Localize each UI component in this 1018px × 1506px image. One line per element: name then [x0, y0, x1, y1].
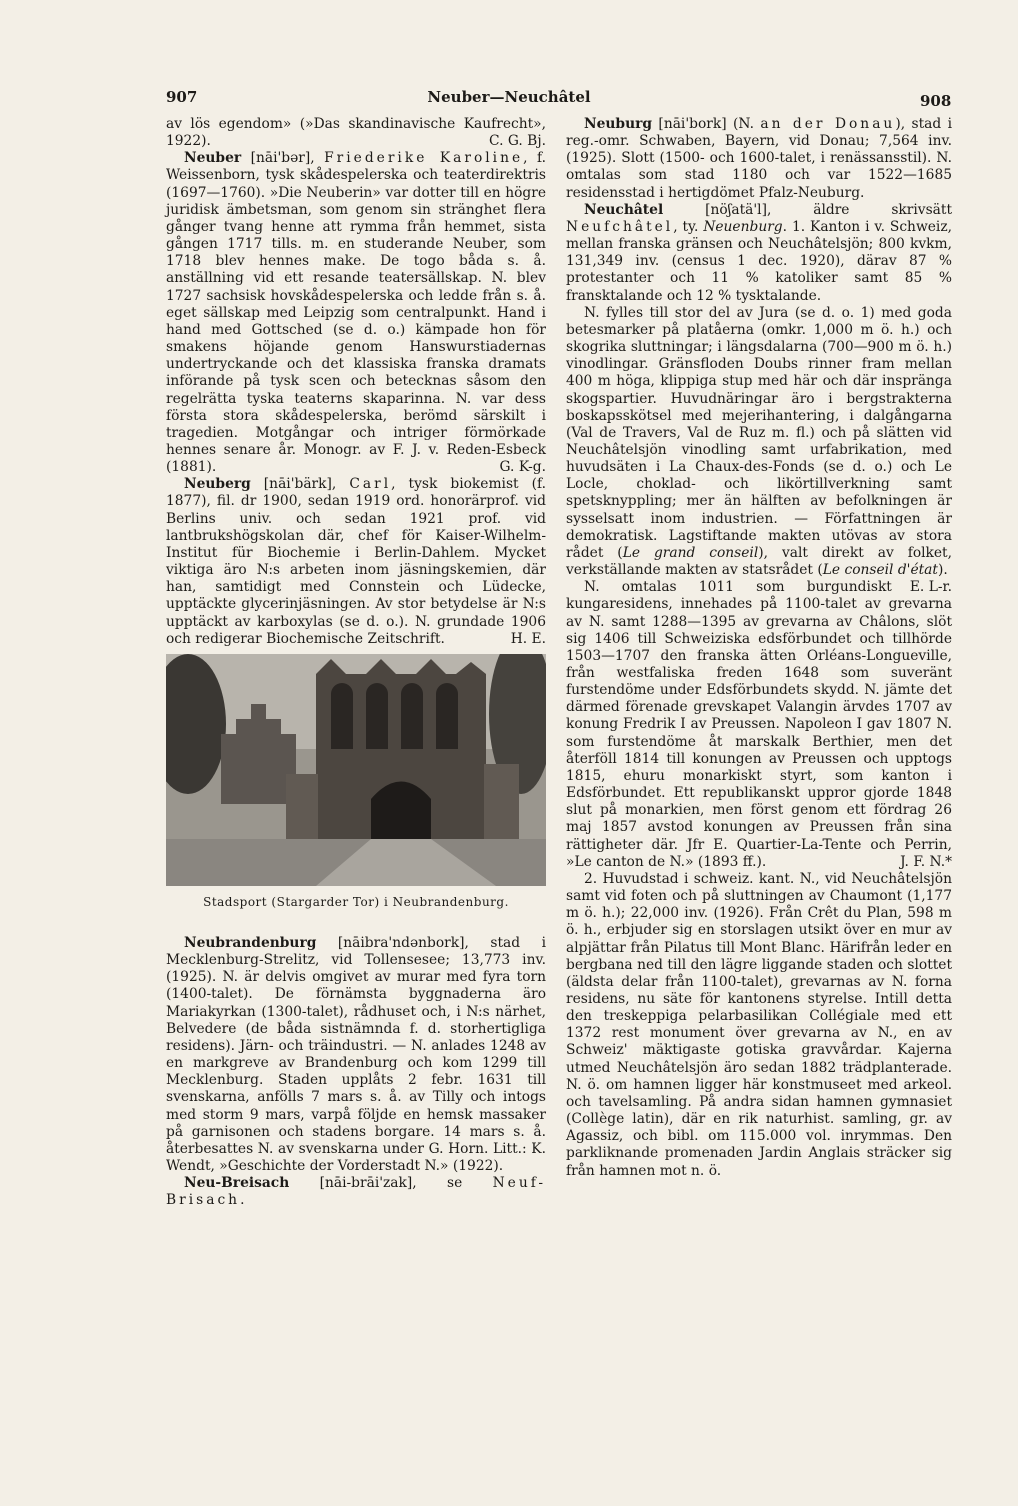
left-page-number: 907 [166, 88, 198, 106]
entry-headword: Neuburg [584, 116, 653, 132]
continued-paragraph [166, 116, 546, 150]
signature: H. E. [510, 630, 546, 647]
german-name: Neuenburg [703, 218, 783, 235]
spaced-name: Neufchâtel [566, 218, 674, 235]
entry-headword: Neuchâtel [584, 201, 664, 218]
entry-neuber-friederike [166, 150, 546, 476]
entry-text: [nāi-brāi'zak], se [289, 1175, 493, 1192]
paragraph-geography [566, 304, 952, 596]
left-column [166, 116, 546, 1210]
entry-text: , tysk biokemist (f. 1877), fil. dr 1900, sedan 1919 ord. honorärprof. vid Berlins univ. och sedan 1921 prof. vid lantbrukshögskolan där, chef för Kaiser-Wilhelm-Institut für Biochemie i Berlin-Dahlem. Mycket viktiga äro N:s arbeten inom jäsningskemien, där han, samtidigt med Connstein och Lüdecke, upptäckte glycerinjäsningen. Av stor betydelse är N:s upptäckt av karboxylas (se d. o.). N. grundade 1906 och redigerar Biochemische Zeitschrift. [166, 476, 546, 647]
signature: E. L-r. [909, 579, 952, 596]
pronunciation: [nāi'bər], [241, 150, 325, 167]
continued-text: av lös egendom» (»Das skandinavische Kaufrecht», 1922). [166, 116, 546, 150]
paragraph-text: N. fylles till stor del av Jura (se d. o. 1) med goda betesmarker på platåerna (omkr. 1,000 m ö. h.) och skogrika sluttningar; i längsdalarna (700—900 m ö. h.) vinodlingar. Gränsfloden Doubs rinner fram mellan 400 m höga, klippiga stup med här och där inspränga skogspartier. Huvudnäringar äro i bergstrakterna boskapsskötsel med mejerihantering, i dalgångarna (Val de Travers, Val de Ruz m. fl.) och på slätten vid Neuchâtelsjön vinodling samt urfabrikation, med huvudsäten i La Chaux-des-Fonds (se d. o.) och Le Locle, choklad- och likörtillverkning samt spetsknyppling; mer än hälften av befolkningen är sysselsatt inom industrien. — Författningen är demokratisk. Lagstiftande makten utövas av stora rådet ( [566, 304, 952, 561]
signature: G. K-g. [499, 459, 546, 476]
person-name: Carl [349, 476, 392, 493]
person-name: Friederike Karoline [324, 150, 524, 167]
paragraph-text: ). [937, 562, 948, 579]
paragraph-text: 2. Huvudstad i schweiz. kant. N., vid Neuchâtelsjön samt vid foten och på sluttningen av Chaumont (1,177 m ö. h.); 22,000 inv. (1926). Från Crêt du Plan, 598 m ö. h., erbjuder sig en storslagen utsikt över en mur av alpjättar från Pilatus till Mont Blanc. Härifrån leder en bergbana ned till den lägre liggande staden och slottet (äldsta delar från 1100-talet), grevarnas av N. forna residens, nu säte för kantonens styrelse. Intill detta den treskeppiga pelarbasilikan Collégiale med ett 1372 rest monument över grevarna av N., en av Schweiz' mäktigaste gotiska gravvårdar. Kajerna utmed Neuchâtelsjön äro sedan 1882 trädplanterade. N. ö. om hamnen ligger här konstmuseet med arkeol. och tavelsamling. På andra sidan hamnen gymnasiet (Collège latin), där en rik naturhist. samling, gr. av Agassiz, och bibl. om 115.000 vol. inrymmas. Den parkliknande promenaden Jardin Anglais sträcker sig från hamnen mot n. ö. [566, 870, 952, 1179]
entry-text: , ty. [673, 218, 704, 235]
italic-term: Le grand conseil [622, 544, 759, 561]
photo-stargarder-tor [166, 654, 546, 886]
paragraph-city [566, 871, 952, 1180]
paragraph-text: N. omtalas 1011 som burgundiskt kungaresidens, innehades på 1100-talet av grevarna av N. samt 1288—1395 av grevarna av Châlons, slöt sig 1406 till Schweiziska edsförbundet och tillhörde 1503—1707 den franska ätten Orléans-Longueville, från westfaliska freden 1648 som suveränt furstendöme under Edsförbundets skydd. N. jämte det därmed förenade grevskapet Valangin ärvdes 1707 av konung Fredrik I av Preussen. Napoleon I gav 1807 N. som furstendöme åt marskalk Berthier, men det återföll 1814 till konungen av Preussen och upptogs 1815, ehuru monarkiskt styrt, som kanton i Edsförbundet. Ett republikanskt uppror gjorde 1848 slut på monarkien, men först genom ett fördrag 26 maj 1857 avstod konungen av Preussen från sina rättigheter där. Jfr E. Quartier-La-Tente och Perrin, »Le canton de N.» (1893 ff.). [566, 579, 952, 870]
entry-neu-breisach [166, 1175, 546, 1209]
entry-neuchatel [566, 202, 952, 305]
signature: C. G. Bj. [489, 133, 546, 150]
running-title: Neuber—Neuchâtel [427, 88, 591, 106]
entry-neubrandenburg [166, 935, 546, 1175]
entry-text: ), stad i reg.-omr. Schwaben, Bayern, vid Donau; 7,564 inv. (1925). Slott (1500- och 1600-talet, i renässansstil). N. omtalas som stad 1180 och var 1522—1685 residensstad i hertigdömet Pfalz-Neuburg. [566, 116, 953, 201]
paragraph-text: ), valt direkt av folket, verkställande makten av statsrådet ( [566, 544, 952, 579]
entry-headword: Neuber [184, 150, 242, 167]
pronunciation: [nöʃatä'l], äldre skrivsätt [663, 201, 952, 218]
entry-text: . 1. Kanton i v. Schweiz, mellan franska gränsen och Neuchâtelsjön; 800 kvkm, 131,349 inv. (census 1 dec. 1920), därav 87 % protestanter och 11 % katoliker samt 85 % fransktalande och 12 % tysktalande. [566, 218, 952, 304]
cross-reference: Neuf-Brisach. [166, 1175, 546, 1209]
pronunciation: [nāi'bärk], [250, 476, 350, 493]
figure-caption: Stadsport (Stargarder Tor) i Neubrandenburg. [203, 894, 509, 909]
entry-text: , f. Weissenborn, tysk skådespelerska och teaterdirektris (1697—1760). »Die Neuberin» var dotter till en högre juridisk ämbetsman, som genom sin stränghet flera gånger tvang henne att rymma från hemmet, sista gången 1717 tills. m. en studerande Neuber, som 1718 blev hennes make. De togo båda s. å. anställning vid ett resande teatersällskap. N. blev 1727 sachsisk hovskådespelerska och ledde från s. å. eget sällskap med Leipzig som centralpunkt. Hand i hand med Gottsched (se d. o.) kämpade hon för smakens höjande genom Hanswurstiadernas undertryckande och det klassiska franska dramats införande på tysk scen och betecknas såsom den regelrätta tyska teaterns skaparinna. N. var dess första stora skådespelerska, berömd särskilt i tragedien. Motgångar och intriger förmörkade hennes senare år. Monogr. av F. J. v. Reden-Esbeck (1881). [166, 150, 546, 476]
entry-text: [nāibra'ndənbork], stad i Mecklenburg-Strelitz, vid Tollensesee; 13,773 inv. (1925). N. är delvis omgivet av murar med fyra torn (1400-talet). De förnämsta byggnaderna äro Mariakyrkan (1300-talet), rådhuset och, i N:s närhet, Belvedere (de båda sistnämnda f. d. storhertigliga residens). Järn- och träindustri. — N. anlades 1248 av en markgreve av Brandenburg och kom 1299 till Mecklenburg. Staden upplåts 2 febr. 1631 till svenskarna, anfölls 7 mars s. å. av Tilly och intogs med storm 9 mars, varpå följde en hemsk massaker på garnisonen och stadens borgare. 14 mars s. å. återbesattes N. av svenskarna under G. Horn. Litt.: K. Wendt, »Geschichte der Vorderstadt N.» (1922). [166, 935, 546, 1175]
entry-neuburg [566, 116, 952, 202]
right-column [566, 116, 952, 1180]
paragraph-history [566, 579, 952, 871]
figure [166, 654, 546, 911]
signature: J. F. N.* [900, 853, 952, 870]
entry-headword: Neuberg [184, 476, 251, 493]
spaced-name: an der Donau [760, 116, 896, 132]
right-page-number: 908 [920, 92, 952, 110]
entry-neuberg [166, 476, 546, 648]
entry-headword: Neubrandenburg [184, 935, 317, 951]
pronunciation: [nāi'bork] (N. [652, 116, 761, 132]
entry-headword: Neu-Breisach [184, 1175, 290, 1192]
italic-term: Le conseil d'état [822, 562, 938, 579]
